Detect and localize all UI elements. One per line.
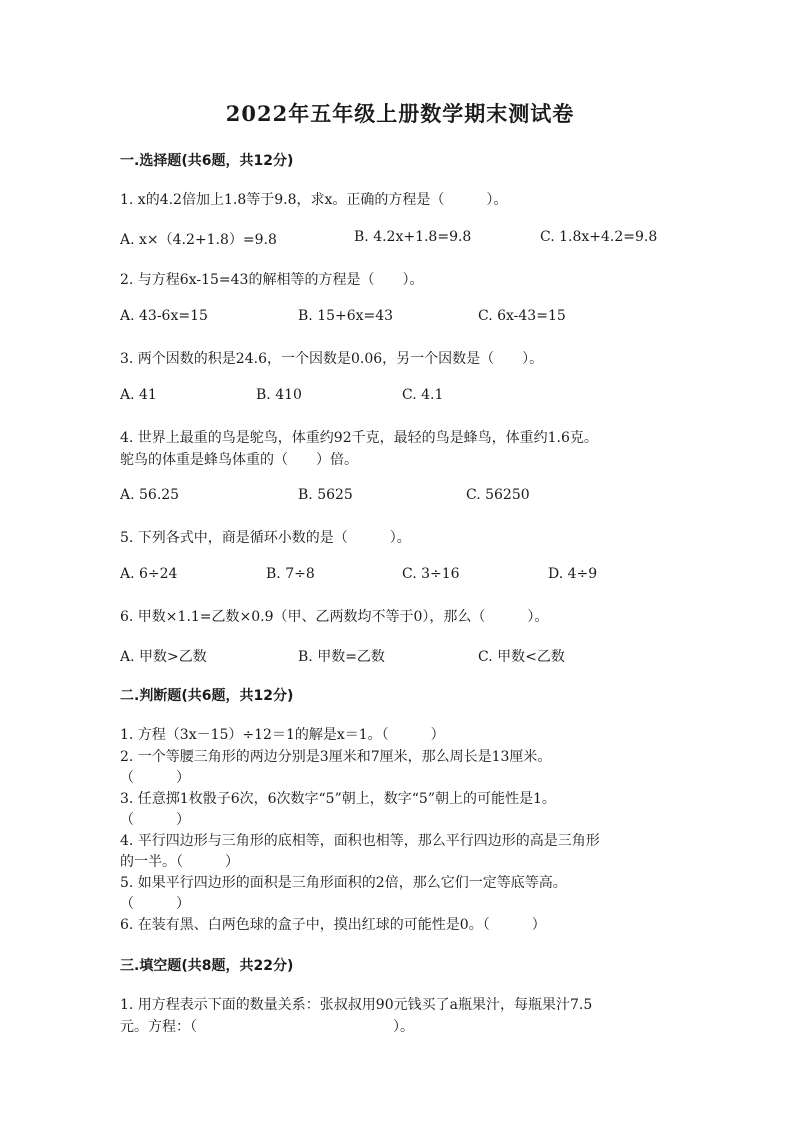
- option-c: C. 6x-43=15: [478, 308, 566, 324]
- question-text: 4. 平行四边形与三角形的底相等，面积也相等，那么平行四边形的高是三角形: [120, 833, 600, 849]
- option-c: C. 1.8x+4.2=9.8: [540, 229, 658, 245]
- option-c: C. 4.1: [402, 387, 444, 403]
- question-text: 的一半。（ ）: [120, 854, 239, 870]
- option-a: A. 甲数>乙数: [120, 649, 207, 665]
- option-c: C. 3÷16: [402, 566, 460, 582]
- option-b: B. 4.2x+1.8=9.8: [354, 229, 472, 245]
- option-b: B. 7÷8: [266, 566, 315, 582]
- section-heading-fill: 三.填空题(共8题，共22分): [120, 958, 294, 974]
- option-b: B. 410: [256, 387, 302, 403]
- page-title: 2022年五年级上册数学期末测试卷: [225, 101, 575, 126]
- section-heading-judge: 二.判断题(共6题，共12分): [120, 688, 294, 704]
- question-text: 2. 与方程6x-15=43的解相等的方程是（ ）。: [120, 272, 424, 288]
- option-c: C. 56250: [466, 487, 530, 503]
- question-text: 4. 世界上最重的鸟是鸵鸟，体重约92千克，最轻的鸟是蜂鸟，体重约1.6克。: [120, 430, 598, 446]
- option-a: A. 43-6x=15: [120, 308, 208, 324]
- question-text: 6. 在装有黑、白两色球的盒子中，摸出红球的可能性是0。（ ）: [120, 917, 546, 933]
- option-b: B. 甲数=乙数: [298, 649, 385, 665]
- answer-blank: （ ）: [120, 770, 190, 786]
- question-text: 鸵鸟的体重是蜂鸟体重的（ ）倍。: [120, 452, 358, 468]
- question-text: 5. 如果平行四边形的面积是三角形面积的2倍，那么它们一定等底等高。: [120, 875, 567, 891]
- question-text: 3. 任意掷1枚骰子6次，6次数字“5”朝上，数字“5”朝上的可能性是1。: [120, 791, 556, 807]
- question-text: 2. 一个等腰三角形的两边分别是3厘米和7厘米，那么周长是13厘米。: [120, 749, 552, 765]
- option-b: B. 15+6x=43: [298, 308, 394, 324]
- question-text: 6. 甲数×1.1=乙数×0.9（甲、乙两数均不等于0），那么（ ）。: [120, 609, 549, 625]
- option-a: A. 6÷24: [120, 566, 178, 582]
- question-text: 1. 方程（3x－15）÷12＝1的解是x＝1。（ ）: [120, 727, 445, 743]
- option-a: A. 56.25: [120, 487, 180, 503]
- option-a: A. 41: [120, 387, 157, 403]
- question-text: 5. 下列各式中，商是循环小数的是（ ）。: [120, 530, 411, 546]
- section-heading-choice: 一.选择题(共6题，共12分): [120, 153, 294, 169]
- option-d: D. 4÷9: [548, 566, 598, 582]
- option-c: C. 甲数<乙数: [478, 649, 565, 665]
- option-b: B. 5625: [298, 487, 353, 503]
- answer-blank: （ ）: [120, 896, 190, 912]
- question-text: 元。方程：（ ）。: [120, 1019, 414, 1035]
- question-text: 3. 两个因数的积是24.6，一个因数是0.06，另一个因数是（ ）。: [120, 351, 544, 367]
- option-a: A. x×（4.2+1.8）=9.8: [120, 232, 277, 248]
- question-text: 1. 用方程表示下面的数量关系：张叔叔用90元钱买了a瓶果汁，每瓶果汁7.5: [120, 997, 593, 1013]
- answer-blank: （ ）: [120, 812, 190, 828]
- question-text: 1. x的4.2倍加上1.8等于9.8，求x。正确的方程是（ ）。: [120, 192, 508, 208]
